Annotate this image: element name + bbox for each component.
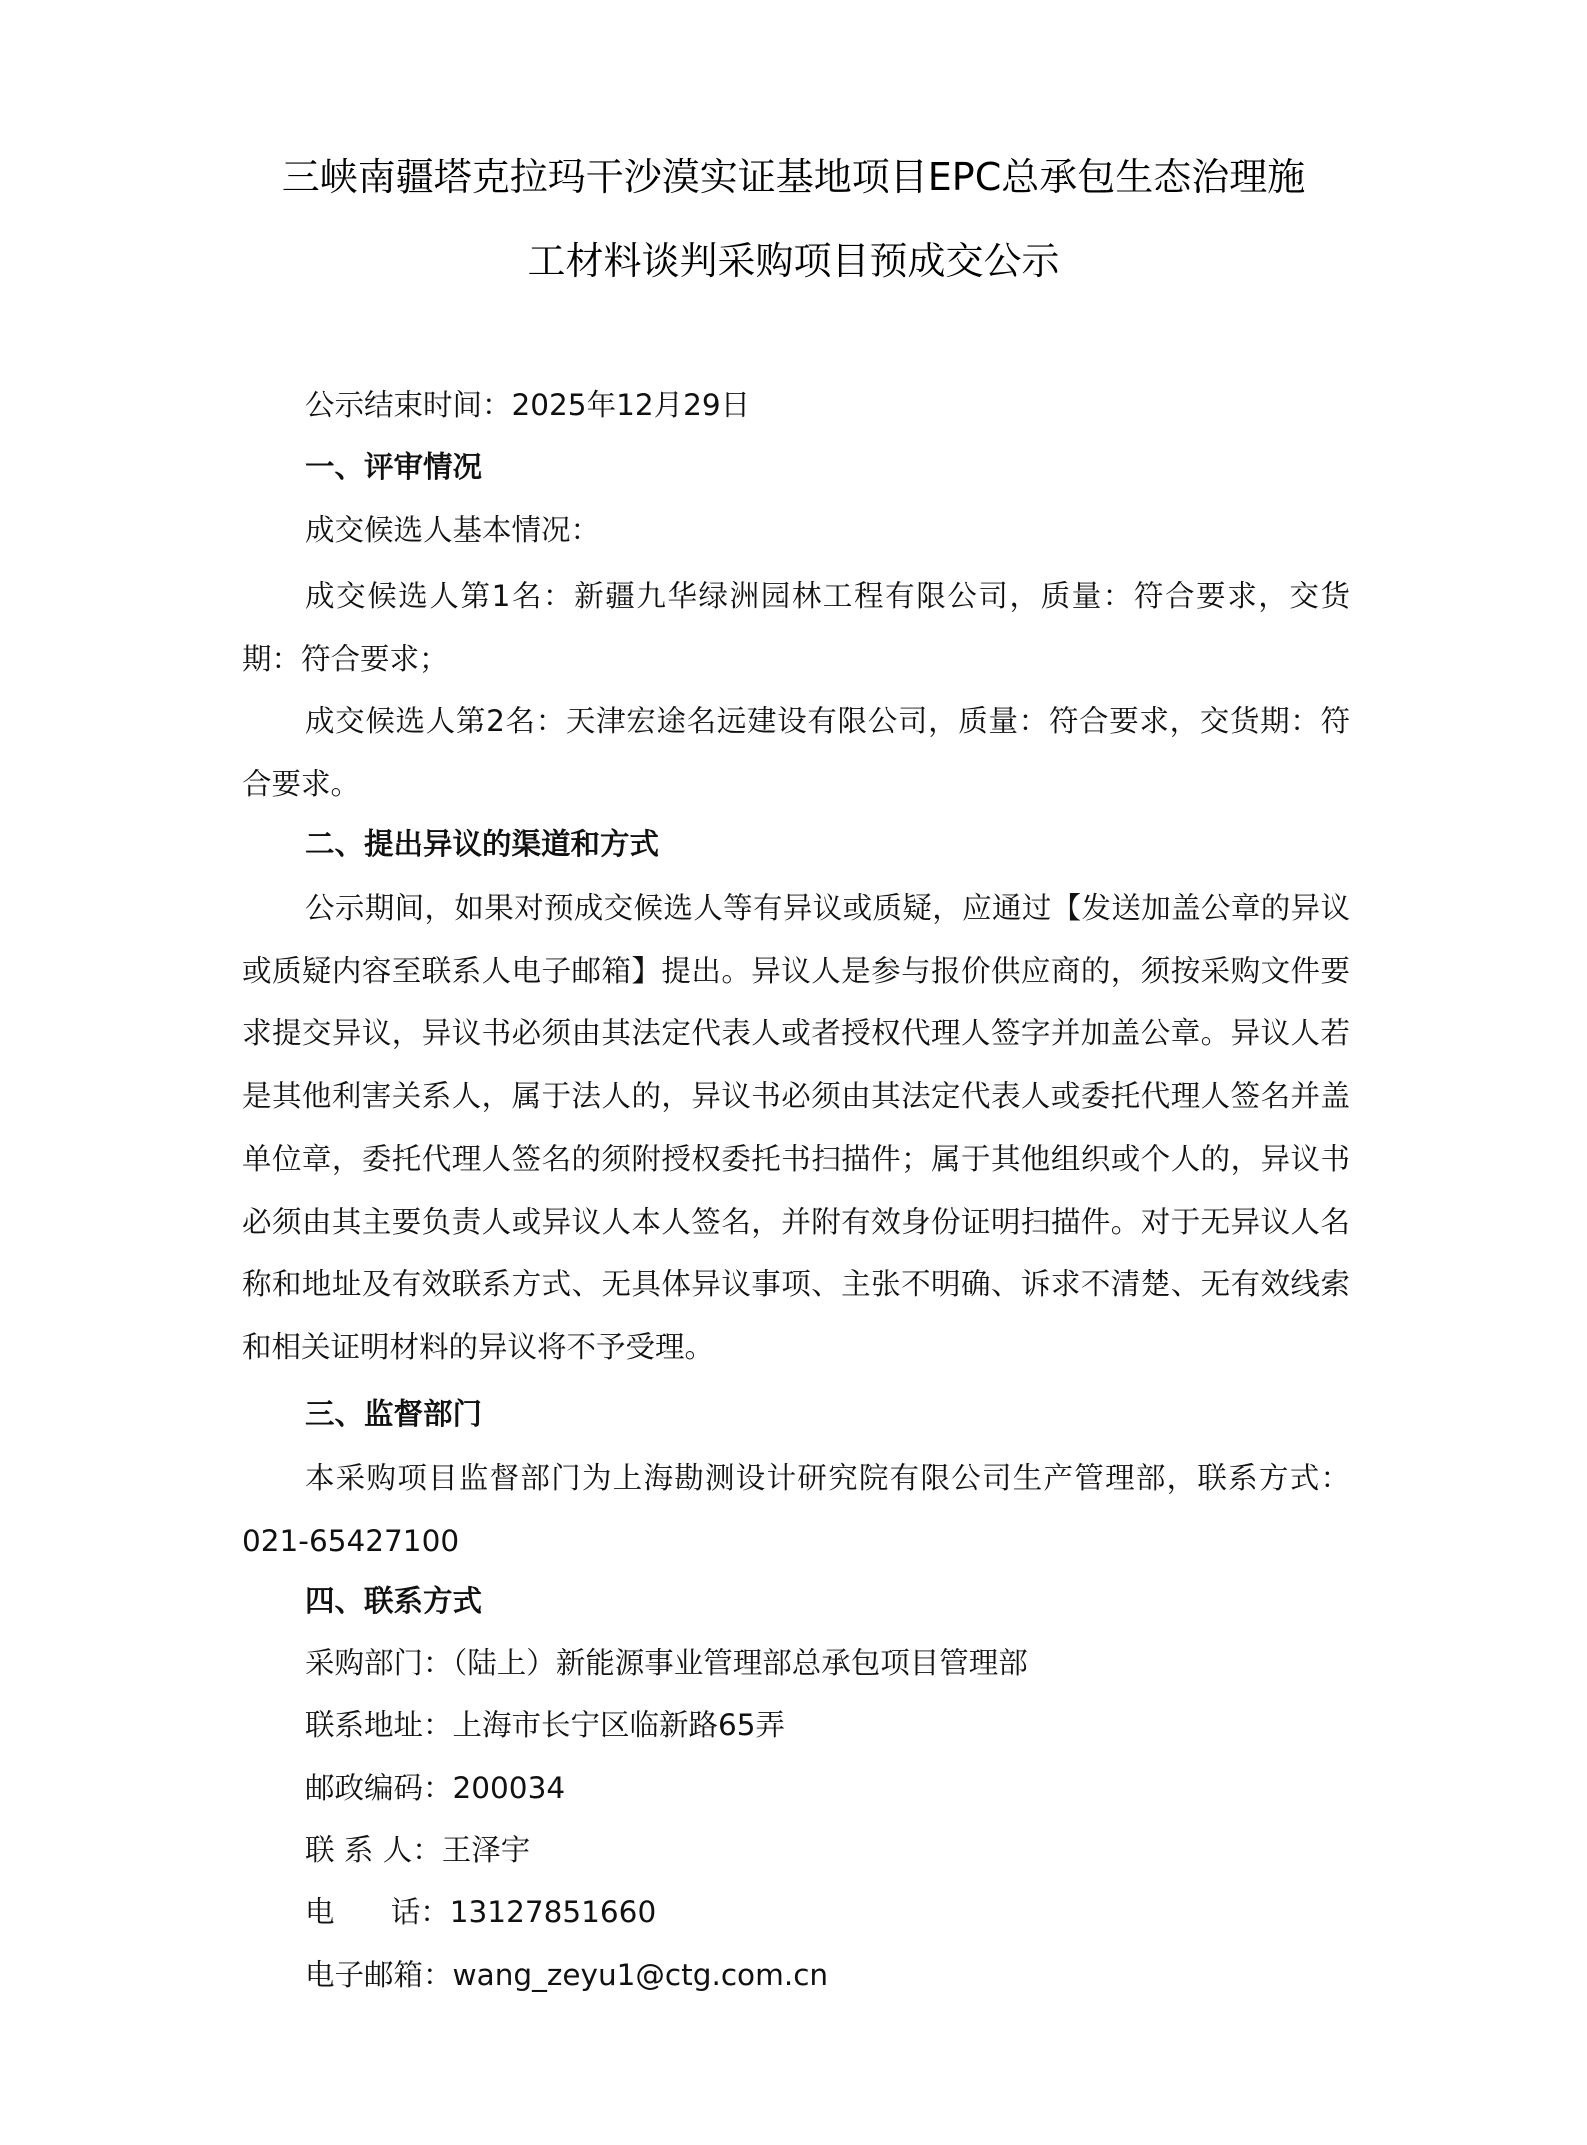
objection-body: 公示期间，如果对预成交候选人等有异议或质疑，应通过【发送加盖公章的异议或质疑内容至联系人电子邮箱】提出。异议人是参与报价供应商的，须按采购文件要求提交异议，异议书必须由其法定代表人或者授权代理人签字并加盖公章。异议人若是其他利害关系人，属于法人的，异议书必须由其法定代表人或委托代理人签名并盖单位章，委托代理人签名的须附授权委托书扫描件；属于其他组织或个人的，异议书必须由其主要负责人或异议人本人签名，并附有效身份证明扫描件。对于无异议人名称和地址及有效联系方式、无具体异议事项、主张不明确、诉求不清楚、无有效线索和相关证明材料的异议将不予受理。 [242,891,1350,1364]
postal-code: 邮政编码：200034 [305,1771,566,1805]
section-heading-objection: 二、提出异议的渠道和方式 [305,826,660,861]
email: 电子邮箱：wang_zeyu1@ctg.com.cn [305,1958,829,1992]
section-heading-contact: 四、联系方式 [305,1583,483,1618]
contact-person [305,1830,530,1870]
document-title-line-2: 工材料谈判采购项目预成交公示 [527,239,1060,283]
publicity-end-time: 公示结束时间：2025年12月29日 [305,388,751,422]
supervision-body: 本采购项目监督部门为上海勘测设计研究院有限公司生产管理部，联系方式：021-65427100 [242,1461,1350,1558]
phone [305,1892,656,1932]
contact-person-value: 王泽宇 [441,1833,531,1867]
candidates-intro: 成交候选人基本情况： [305,513,601,547]
document-title-line-1: 三峡南疆塔克拉玛干沙漠实证基地项目EPC总承包生态治理施 [281,155,1306,199]
candidate-1: 成交候选人第1名：新疆九华绿洲园林工程有限公司，质量：符合要求，交货期：符合要求； [242,579,1350,676]
phone-label: 电 话： [305,1895,450,1929]
contact-address: 联系地址：上海市长宁区临新路65弄 [305,1708,786,1742]
candidate-2: 成交候选人第2名：天津宏途名远建设有限公司，质量：符合要求，交货期：符合要求。 [242,704,1350,801]
section-heading-review: 一、评审情况 [305,449,483,484]
procurement-department: 采购部门：（陆上）新能源事业管理部总承包项目管理部 [305,1646,1028,1680]
section-heading-supervision: 三、监督部门 [305,1396,483,1431]
phone-value: 13127851660 [449,1895,657,1929]
contact-person-label: 联 系 人： [305,1833,442,1867]
